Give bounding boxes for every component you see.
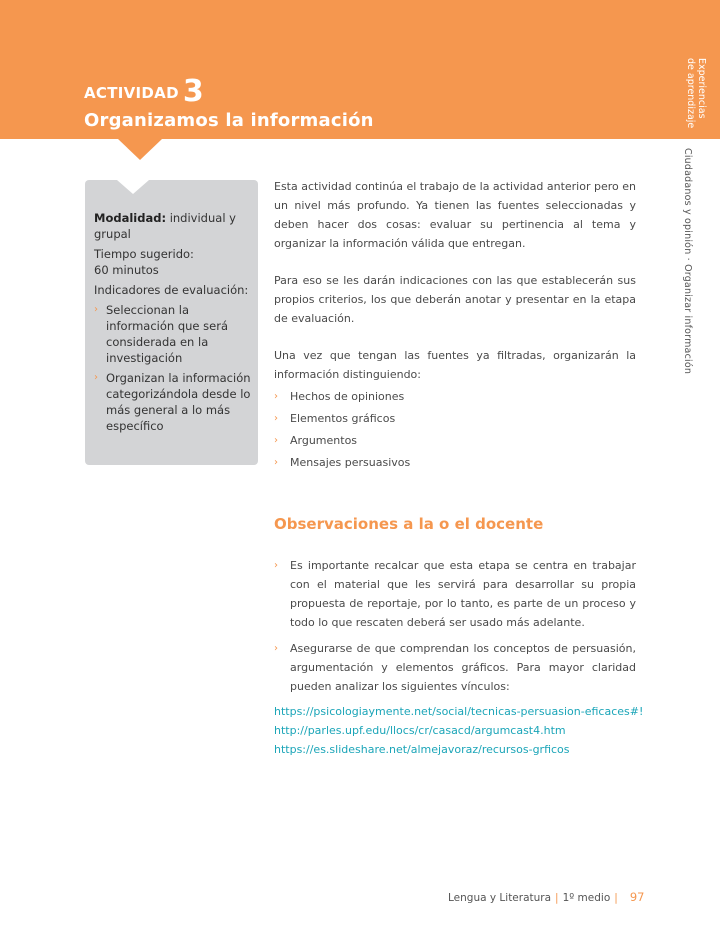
section-tab-line2: de aprendizaje [685,58,696,129]
bullet-icon: › [94,304,98,315]
paragraph: Una vez que tengan las fuentes ya filtradas, organizarán la información distinguiendo: [274,349,636,381]
list-item [274,386,636,408]
footer-level: 1º medio [562,892,611,904]
list-item-text: Elementos gráficos [290,412,396,425]
distinction-list [274,386,636,474]
paragraph: Para eso se les darán indicaciones con las que establecerán sus propios criterios, los que deberán anotar y presentar en la etapa de evaluación. [274,274,636,325]
link-psicologiaymente[interactable]: https://psicologiaymente.net/social/tecnicas-persuasion-eficaces#! [274,705,644,718]
observations-heading: Observaciones a la o el docente [274,515,544,533]
list-item [274,639,636,696]
modalidad-label: Modalidad: [94,211,167,225]
tiempo-label: Tiempo sugerido: [94,247,194,261]
modalidad [94,210,254,242]
bullet-icon: › [274,643,278,654]
list-item [94,302,254,366]
breadcrumb: Ciudadanos y opinión · Organizar información [682,148,693,375]
section-tab [679,58,707,138]
list-item [274,430,636,452]
main-body [274,177,636,474]
footer-divider: | [614,892,618,904]
list-item [94,370,254,434]
list-item-text: Mensajes persuasivos [290,456,411,469]
section-tab-line1: Experiencias [696,58,707,119]
info-box-notch [117,180,149,194]
bullet-icon: › [274,560,278,571]
list-item [274,556,636,632]
bullet-icon: › [274,435,278,446]
list-item-text: Asegurarse de que comprendan los conceptos de persuasión, argumentación y elementos gráficos. Para mayor claridad pueden analizar los siguientes vínculos: [290,642,636,693]
page-footer [448,890,644,904]
list-item-text: Es importante recalcar que esta etapa se centra en trabajar con el material que les servirá para desarrollar su propia propuesta de reportaje, por lo tanto, es parte de un proceso y todo lo que rescaten deberá ser usado más adelante. [290,559,636,629]
paragraph: Esta actividad continúa el trabajo de la actividad anterior pero en un nivel más profundo. Ya tienen las fuentes seleccionadas y deben hacer dos cosas: evaluar su pertinencia al tema y organizar la información válida que entregan. [274,180,636,250]
list-item-text: Seleccionan la información que será considerada en la investigación [106,303,229,365]
indicadores-list [94,302,254,434]
modalidad-value: individual y grupal [94,211,236,241]
list-item-text: Argumentos [290,434,358,447]
link-slideshare[interactable]: https://es.slideshare.net/almejavoraz/recursos-grficos [274,743,570,756]
list-item [274,408,636,430]
page-number: 97 [629,890,645,904]
list-item [274,452,636,474]
page-header [0,0,720,139]
page-title: Organizamos la información [84,110,374,131]
header-pointer-shape [118,139,162,160]
bullet-icon: › [274,457,278,468]
indicadores-label: Indicadores de evaluación: [94,283,249,297]
reference-links [274,702,644,759]
bullet-icon: › [274,413,278,424]
footer-divider: | [555,892,559,904]
activity-number: 3 [182,74,205,109]
observations-body [274,556,636,703]
bullet-icon: › [94,372,98,383]
tiempo [94,246,254,278]
activity-info-box [85,180,258,465]
footer-subject: Lengua y Literatura [448,892,552,904]
tiempo-value: 60 minutos [94,263,159,277]
bullet-icon: › [274,391,278,402]
activity-label [84,74,204,109]
activity-label-text: ACTIVIDAD [84,84,179,102]
list-item-text: Organizan la información categorizándola desde lo más general a lo más específico [106,371,251,433]
link-parles-upf[interactable]: http://parles.upf.edu/llocs/cr/casacd/argumcast4.htm [274,724,566,737]
list-item-text: Hechos de opiniones [290,390,405,403]
